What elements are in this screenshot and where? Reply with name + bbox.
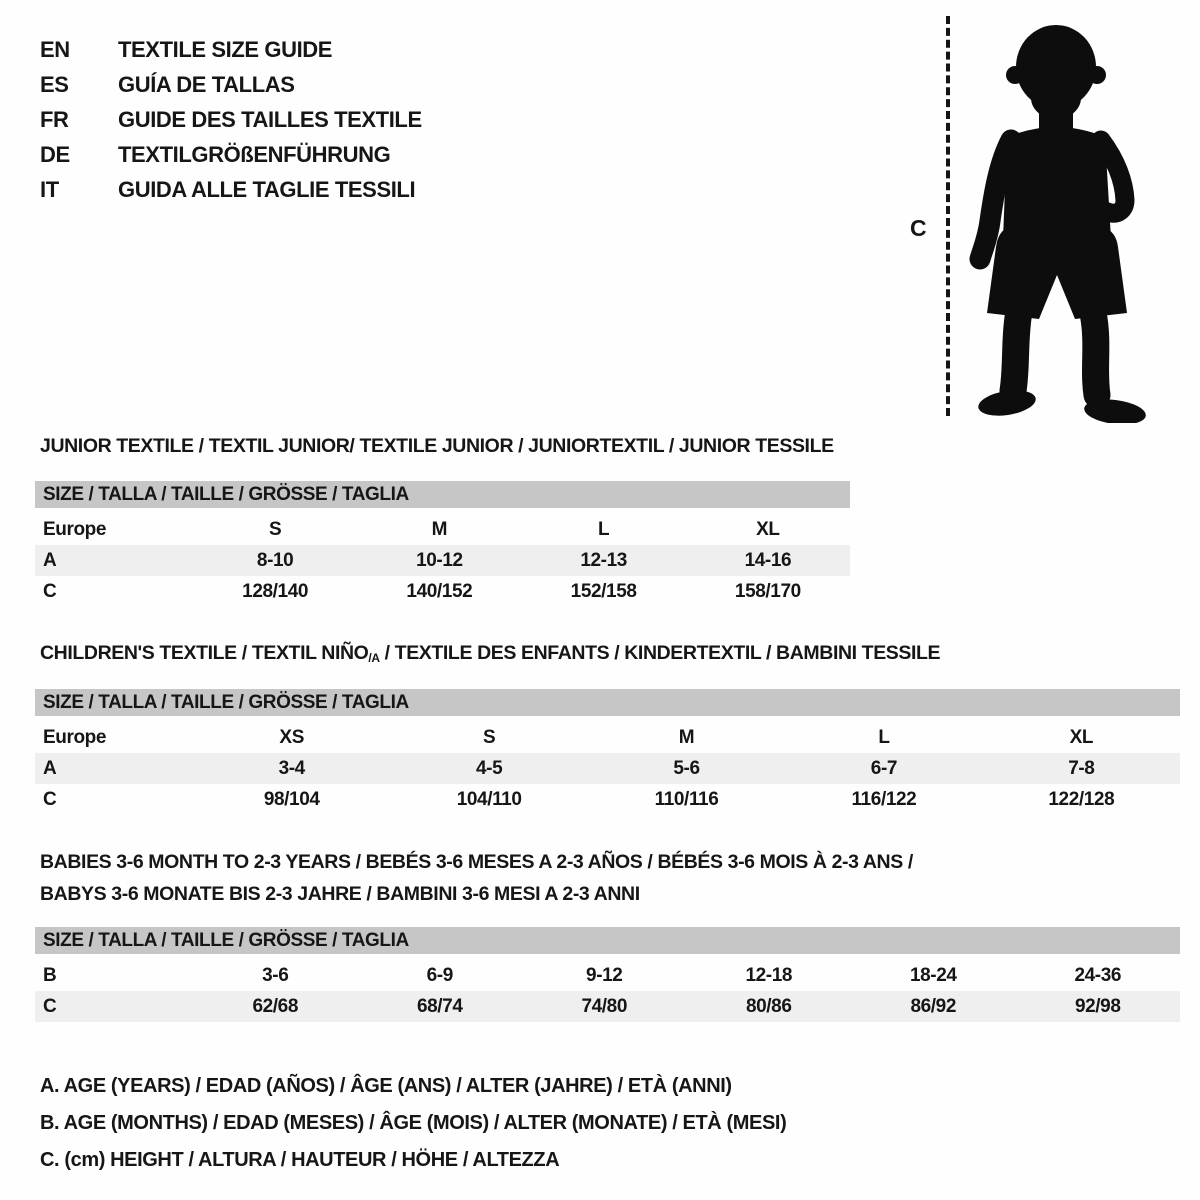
- table-row-height: [35, 784, 1180, 815]
- children-section-heading: [40, 642, 940, 665]
- height-cell: 140/152: [406, 580, 473, 602]
- age-cell: 12-18: [745, 964, 793, 986]
- children-heading-sub: /A: [368, 651, 380, 665]
- height-cell: 62/68: [252, 995, 299, 1017]
- language-code: DE: [40, 141, 70, 167]
- age-cell: 14-16: [744, 549, 792, 571]
- row-label: C: [43, 788, 57, 810]
- children-size-table: [35, 689, 1180, 815]
- guide-title-fr: GUIDE DES TAILLES TEXTILE: [118, 106, 422, 132]
- age-cell: 24-36: [1074, 964, 1122, 986]
- language-row-fr: [40, 102, 422, 137]
- row-label: B: [43, 964, 57, 986]
- height-cell: 104/110: [456, 788, 522, 810]
- age-cell: 8-10: [256, 549, 294, 571]
- size-cell: L: [878, 726, 890, 748]
- guide-title-de: TEXTILGRÖßENFÜHRUNG: [118, 141, 391, 167]
- size-cell: M: [431, 518, 448, 540]
- junior-size-table: [35, 481, 850, 607]
- age-cell: 10-12: [416, 549, 463, 571]
- row-label: C: [43, 995, 57, 1017]
- babies-section-heading-line1: BABIES 3-6 MONTH TO 2-3 YEARS / BEBÉS 3-6 MESES A 2-3 AÑOS / BÉBÉS 3-6 MOIS À 2-3 ANS /: [40, 851, 913, 873]
- babies-size-table: [35, 927, 1180, 1022]
- language-code: EN: [40, 36, 70, 62]
- junior-size-header-bar: SIZE / TALLA / TAILLE / GRÖSSE / TAGLIA: [35, 481, 850, 508]
- legend-line-c: C. (cm) HEIGHT / ALTURA / HAUTEUR / HÖHE / ALTEZZA: [40, 1149, 560, 1171]
- table-row-age-months: [35, 960, 1180, 991]
- age-cell: 6-9: [426, 964, 453, 986]
- age-cell: 6-7: [870, 757, 898, 779]
- age-cell: 18-24: [909, 964, 957, 986]
- size-cell: S: [482, 726, 496, 748]
- language-title-list: [40, 32, 422, 207]
- junior-section-heading: JUNIOR TEXTILE / TEXTIL JUNIOR/ TEXTILE JUNIOR / JUNIORTEXTIL / JUNIOR TESSILE: [40, 435, 834, 457]
- height-cell: 128/140: [242, 580, 309, 602]
- table-row-height: [35, 991, 1180, 1022]
- language-row-de: [40, 137, 422, 172]
- language-code: IT: [40, 176, 59, 202]
- height-cell: 80/86: [745, 995, 792, 1017]
- height-cell: 98/104: [263, 788, 320, 810]
- age-cell: 3-4: [278, 757, 305, 779]
- children-heading-part1: CHILDREN'S TEXTILE / TEXTIL NIÑO: [40, 642, 369, 664]
- age-cell: 9-12: [586, 964, 623, 986]
- size-cell: S: [268, 518, 282, 540]
- height-cell: 92/98: [1074, 995, 1121, 1017]
- height-cell: 158/170: [734, 580, 801, 602]
- children-size-header-bar: SIZE / TALLA / TAILLE / GRÖSSE / TAGLIA: [35, 689, 1180, 716]
- height-cell: 122/128: [1048, 788, 1115, 810]
- table-row-age: [35, 545, 850, 576]
- guide-title-it: GUIDA ALLE TAGLIE TESSILI: [118, 176, 416, 202]
- age-cell: 5-6: [673, 757, 700, 779]
- row-label: A: [43, 757, 57, 779]
- measurement-legend: [40, 1068, 786, 1179]
- size-cell: M: [678, 726, 695, 748]
- size-cell: XL: [1069, 726, 1094, 748]
- height-cell: 74/80: [581, 995, 628, 1017]
- row-label: Europe: [43, 518, 107, 540]
- children-heading-part2: / TEXTILE DES ENFANTS / KINDERTEXTIL / BAMBINI TESSILE: [379, 642, 941, 664]
- toddler-silhouette-icon: [955, 13, 1150, 423]
- row-label: A: [43, 549, 57, 571]
- age-cell: 3-6: [262, 964, 289, 986]
- legend-line-b: B. AGE (MONTHS) / EDAD (MESES) / ÂGE (MOIS) / ALTER (MONATE) / ETÀ (MESI): [40, 1112, 787, 1134]
- babies-size-header-bar: SIZE / TALLA / TAILLE / GRÖSSE / TAGLIA: [35, 927, 1180, 954]
- table-row-europe: [35, 514, 850, 545]
- guide-title-en: TEXTILE SIZE GUIDE: [118, 36, 333, 62]
- language-code: FR: [40, 106, 69, 132]
- language-row-en: [40, 32, 422, 67]
- legend-line-a: A. AGE (YEARS) / EDAD (AÑOS) / ÂGE (ANS) / ALTER (JAHRE) / ETÀ (ANNI): [40, 1075, 732, 1097]
- size-cell: XL: [756, 518, 780, 540]
- height-measure-dashed-line: [946, 16, 950, 416]
- row-label: C: [43, 580, 57, 602]
- table-row-europe: [35, 722, 1180, 753]
- height-cell: 152/158: [570, 580, 637, 602]
- babies-section-heading-line2: BABYS 3-6 MONATE BIS 2-3 JAHRE / BAMBINI 3-6 MESI A 2-3 ANNI: [40, 883, 640, 905]
- size-cell: XS: [279, 726, 304, 748]
- size-cell: L: [598, 518, 610, 540]
- height-cell: 68/74: [416, 995, 463, 1017]
- height-cell: 86/92: [910, 995, 957, 1017]
- age-cell: 12-13: [580, 549, 627, 571]
- height-measure-label: C: [910, 215, 927, 241]
- guide-title-es: GUÍA DE TALLAS: [118, 71, 295, 97]
- row-label: Europe: [43, 726, 107, 748]
- language-row-es: [40, 67, 422, 102]
- table-row-height: [35, 576, 850, 607]
- height-cell: 110/116: [654, 788, 719, 810]
- language-code: ES: [40, 71, 69, 97]
- table-row-age: [35, 753, 1180, 784]
- age-cell: 4-5: [475, 757, 503, 779]
- language-row-it: [40, 172, 422, 207]
- age-cell: 7-8: [1068, 757, 1095, 779]
- height-cell: 116/122: [851, 788, 917, 810]
